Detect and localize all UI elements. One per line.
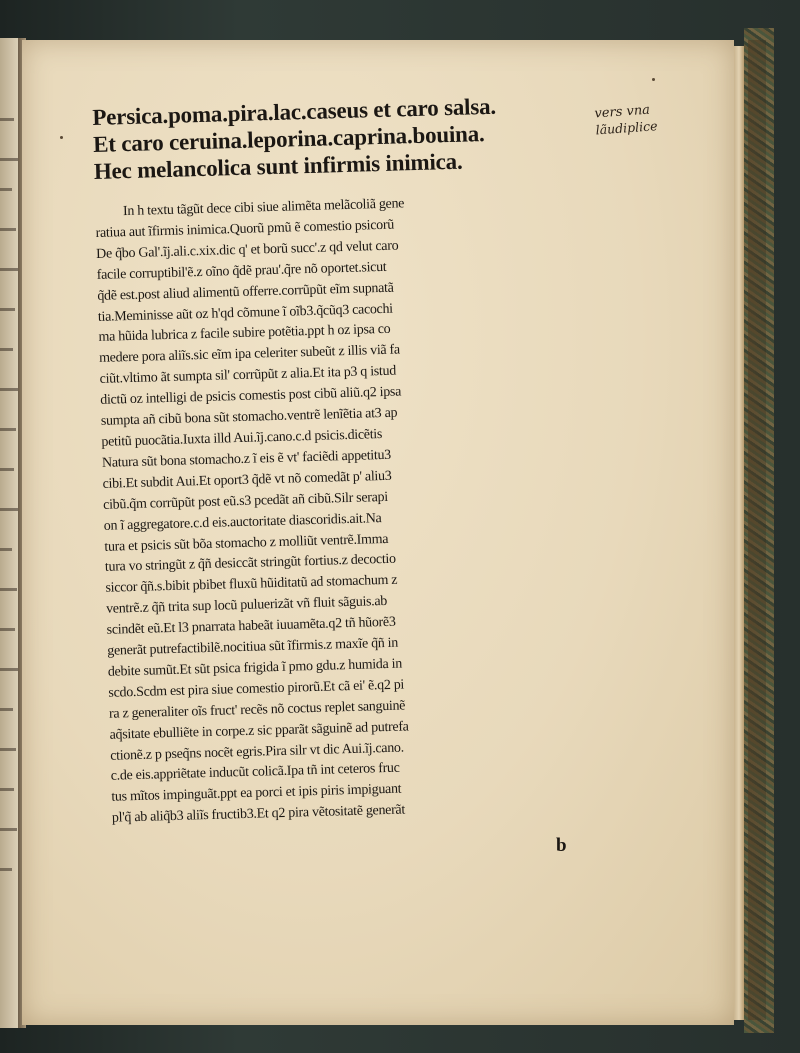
body-line: De q̃bo Gal'.ĩj.ali.c.xix.dic q' et borũ succ'.z qd velut caro bbox=[95, 238, 399, 262]
cover-shadow bbox=[748, 40, 766, 1020]
body-line: ra z generaliter oĩs fruct' recẽs nõ coctus replet sanguinẽ bbox=[108, 698, 406, 722]
body-line: petitũ puocãtia.Iuxta illd Aui.ĩj.cano.c.d psicis.dicẽtis bbox=[101, 427, 383, 450]
printed-text-block bbox=[92, 89, 632, 829]
body-line: scindẽt eũ.Et l3 pnarrata habeãt iuuamẽta.q2 tñ hũorẽ3 bbox=[106, 614, 396, 638]
body-line: on ĩ aggregatore.c.d eis.auctoritate diascoridis.ait.Na bbox=[103, 510, 382, 534]
body-line: ma hũida lubrica z facile subire potẽtia.ppt h oz ipsa co bbox=[98, 322, 391, 346]
body-line: cibũ.q̃m corrũpũt post eũ.s3 pcedãt añ cibũ.Silr serapi bbox=[102, 489, 389, 513]
body-line: ratiua aut ĩfirmis inimica.Quorũ pmũ ẽ comestio psicorũ bbox=[95, 217, 395, 241]
body-line: cibi.Et subdit Aui.Et oport3 q̃dẽ vt nõ comedãt p' aliu3 bbox=[102, 468, 392, 492]
body-line: scdo.Scdm est pira siue comestio pirorũ.Et cã ei' ẽ.q2 pi bbox=[108, 677, 405, 701]
body-line: Natura sũt bona stomacho.z ĩ eis ẽ vt' faciẽdi appetitu3 bbox=[101, 447, 392, 471]
body-line: tura et psicis sũt bõa stomacho z molliũt ventrẽ.Imma bbox=[104, 531, 389, 555]
annotation-line: vers vna bbox=[594, 102, 651, 122]
verse-line: Et caro ceruina.leporina.caprina.bouina. bbox=[92, 121, 485, 157]
commentary-body bbox=[95, 188, 632, 829]
body-line: tura vo stringũt z q̃ñ desiccãt stringũt fortius.z decoctio bbox=[104, 552, 396, 576]
verse-line: Hec melancolica sunt infirmis inimica. bbox=[93, 148, 463, 184]
body-line: siccor q̃ñ.s.bibit pbibet fluxũ hũiditatũ ad stomachum z bbox=[105, 572, 398, 597]
body-line: medere pora aliĩs.sic eĩm ipa celeriter subeũt z illis viã fa bbox=[98, 342, 401, 367]
body-line: ciũt.vltimo ãt sumpta sil' corrũpũt z alia.Et ita p3 q istud bbox=[99, 363, 397, 388]
signature-mark: b bbox=[556, 835, 567, 856]
body-line: sumpta añ cibũ bona sũt stomacho.ventrẽ lenĩẽtia at3 ap bbox=[100, 405, 398, 429]
verse-lines bbox=[92, 89, 614, 184]
body-line: debite sumũt.Et sũt psica frigida ĩ pmo gdu.z humida in bbox=[107, 656, 403, 680]
body-line: dictũ oz intelligi de psicis comestis post cibũ aliũ.q2 ipsa bbox=[100, 384, 402, 409]
verse-line: Persica.poma.pira.lac.caseus et caro salsa. bbox=[92, 93, 497, 130]
body-line: aq̃sitate ebulliẽte in corpe.z sic pparãt sãguinẽ ad putrefa bbox=[109, 719, 409, 743]
body-line: tia.Meminisse aũt oz h'qd cõmune ĩ oĩb3.q̃cũq3 cacochi bbox=[97, 301, 393, 325]
body-line: tus mĩtos impinguãt.ppt ea porci et ipis piris impiguant bbox=[111, 782, 402, 806]
body-line: In h textu tãgũt dece cibi siue alimẽta melãcoliã gene bbox=[122, 196, 405, 220]
page-fore-edge bbox=[734, 46, 744, 1020]
body-line: ctionẽ.z p pseq̃ns nocẽt egris.Pira silr vt dic Aui.ĩj.cano. bbox=[109, 740, 405, 764]
body-line: ventrẽ.z q̃ñ trita sup locũ puluerizãt vñ fluit sãguis.ab bbox=[105, 594, 388, 618]
body-line: facile corruptibil'ẽ.z oĩno q̃dẽ prau'.q̃re nõ oportet.sicut bbox=[96, 259, 387, 283]
body-line: pl'q̃ ab aliq̃b3 aliĩs fructib3.Et q2 pira vẽtositatẽ generãt bbox=[111, 802, 406, 826]
body-line: q̃dẽ est.post aliud alimentũ offerre.corrũpũt eĩm supnatã bbox=[97, 280, 394, 304]
body-line: generãt putrefactibilẽ.nocitiua sũt ĩfirmis.z maxĩe q̃ñ in bbox=[107, 635, 399, 659]
annotation-line: lãudiplice bbox=[595, 118, 658, 138]
body-line: c.de eis.appriẽtate inducũt colicã.Ipa tñ int ceteros fruc bbox=[110, 761, 400, 785]
